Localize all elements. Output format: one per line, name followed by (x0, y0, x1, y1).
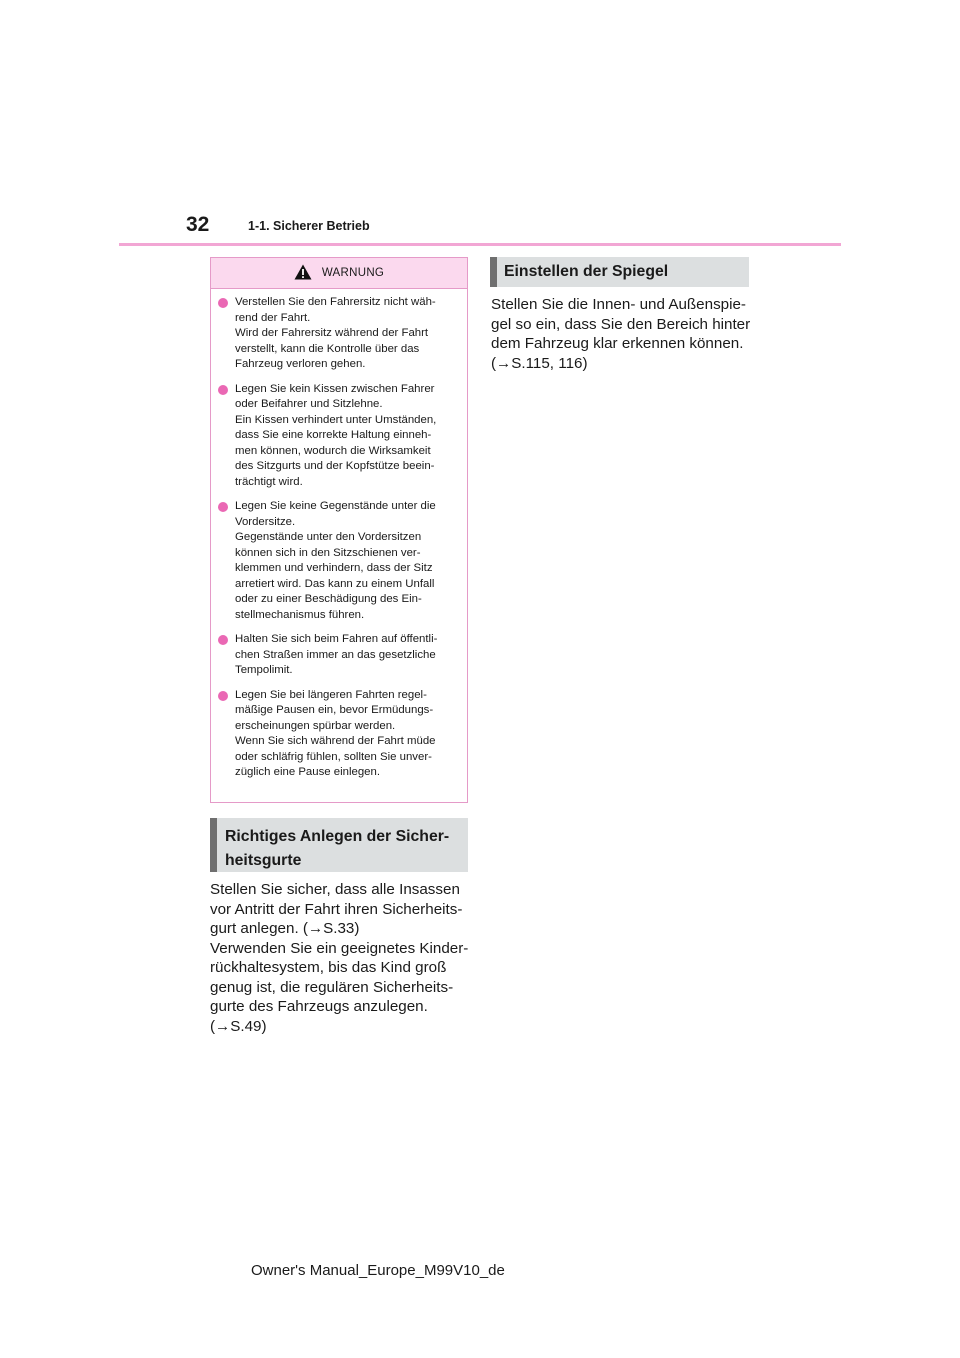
page-number: 32 (186, 213, 210, 236)
warning-item (218, 632, 459, 679)
bullet-icon (218, 502, 228, 512)
section-title: 1-1. Sicherer Betrieb (248, 219, 370, 233)
warning-item (218, 382, 459, 491)
seatbelt-body-text: Stellen Sie sicher, dass alle Insassen vor Antritt der Fahrt ihren Sicherheits- gurt anlegen. (→S.33) Verwenden Sie ein geeignetes Kinder- rückhaltesystem, bis das Kind groß genug ist, die regulären Sicherheits- gurte des Fahrzeugs anzulegen. (→S.49) (210, 881, 469, 1035)
mirror-heading: Einstellen der Spiegel (490, 257, 749, 287)
warning-item-text: Legen Sie bei längeren Fahrten regel- mäßige Pausen ein, bevor Ermüdungs- erscheinungen spürbar werden. Wenn Sie sich während der Fahrt müde oder schläfrig fühlen, sollten Sie unver- züglich eine Pause einlegen. (235, 688, 436, 778)
bullet-icon (218, 691, 228, 701)
warning-header (211, 258, 467, 289)
bullet-icon (218, 385, 228, 395)
bullet-icon (218, 298, 228, 308)
warning-item-text: Legen Sie kein Kissen zwischen Fahrer oder Beifahrer und Sitzlehne. Ein Kissen verhindert unter Umständen, dass Sie eine korrekte Haltung einneh- men können, wodurch die Wirksamkeit des Sitzgurts und der Kopfstütze beein- trächtigt wird. (235, 382, 437, 488)
warning-item (218, 688, 459, 781)
header-divider (119, 243, 841, 246)
warning-list (211, 289, 467, 781)
warning-item-text: Halten Sie sich beim Fahren auf öffentli- chen Straßen immer an das gesetzliche Tempolimit. (235, 633, 438, 676)
warning-item (218, 295, 459, 373)
seatbelt-heading: Richtiges Anlegen der Sicher- heitsgurte (210, 818, 468, 872)
mirror-body-text: Stellen Sie die Innen- und Außenspie- gel so ein, dass Sie den Bereich hinter dem Fahrzeug klar erkennen können. (→S.115, 116) (491, 296, 751, 372)
warning-item-text: Verstellen Sie den Fahrersitz nicht wäh- rend der Fahrt. Wird der Fahrersitz während der Fahrt verstellt, kann die Kontrolle über das Fahrzeug verloren gehen. (235, 296, 436, 370)
warning-title: WARNUNG (321, 267, 385, 279)
bullet-icon (218, 635, 228, 645)
footer-text: Owner's Manual_Europe_M99V10_de (251, 1262, 505, 1279)
warning-item-text: Legen Sie keine Gegenstände unter die Vordersitze. Gegenstände unter den Vordersitzen können sich in den Sitzschienen ver- klemmen und verhindern, dass der Sitz arretiert wird. Das kann zu einem Unfall oder zu einer Beschädigung des Ein- stellmechanismus führen. (235, 500, 436, 621)
warning-item (218, 499, 459, 623)
warning-triangle-icon (294, 264, 312, 280)
warning-box (210, 257, 468, 803)
